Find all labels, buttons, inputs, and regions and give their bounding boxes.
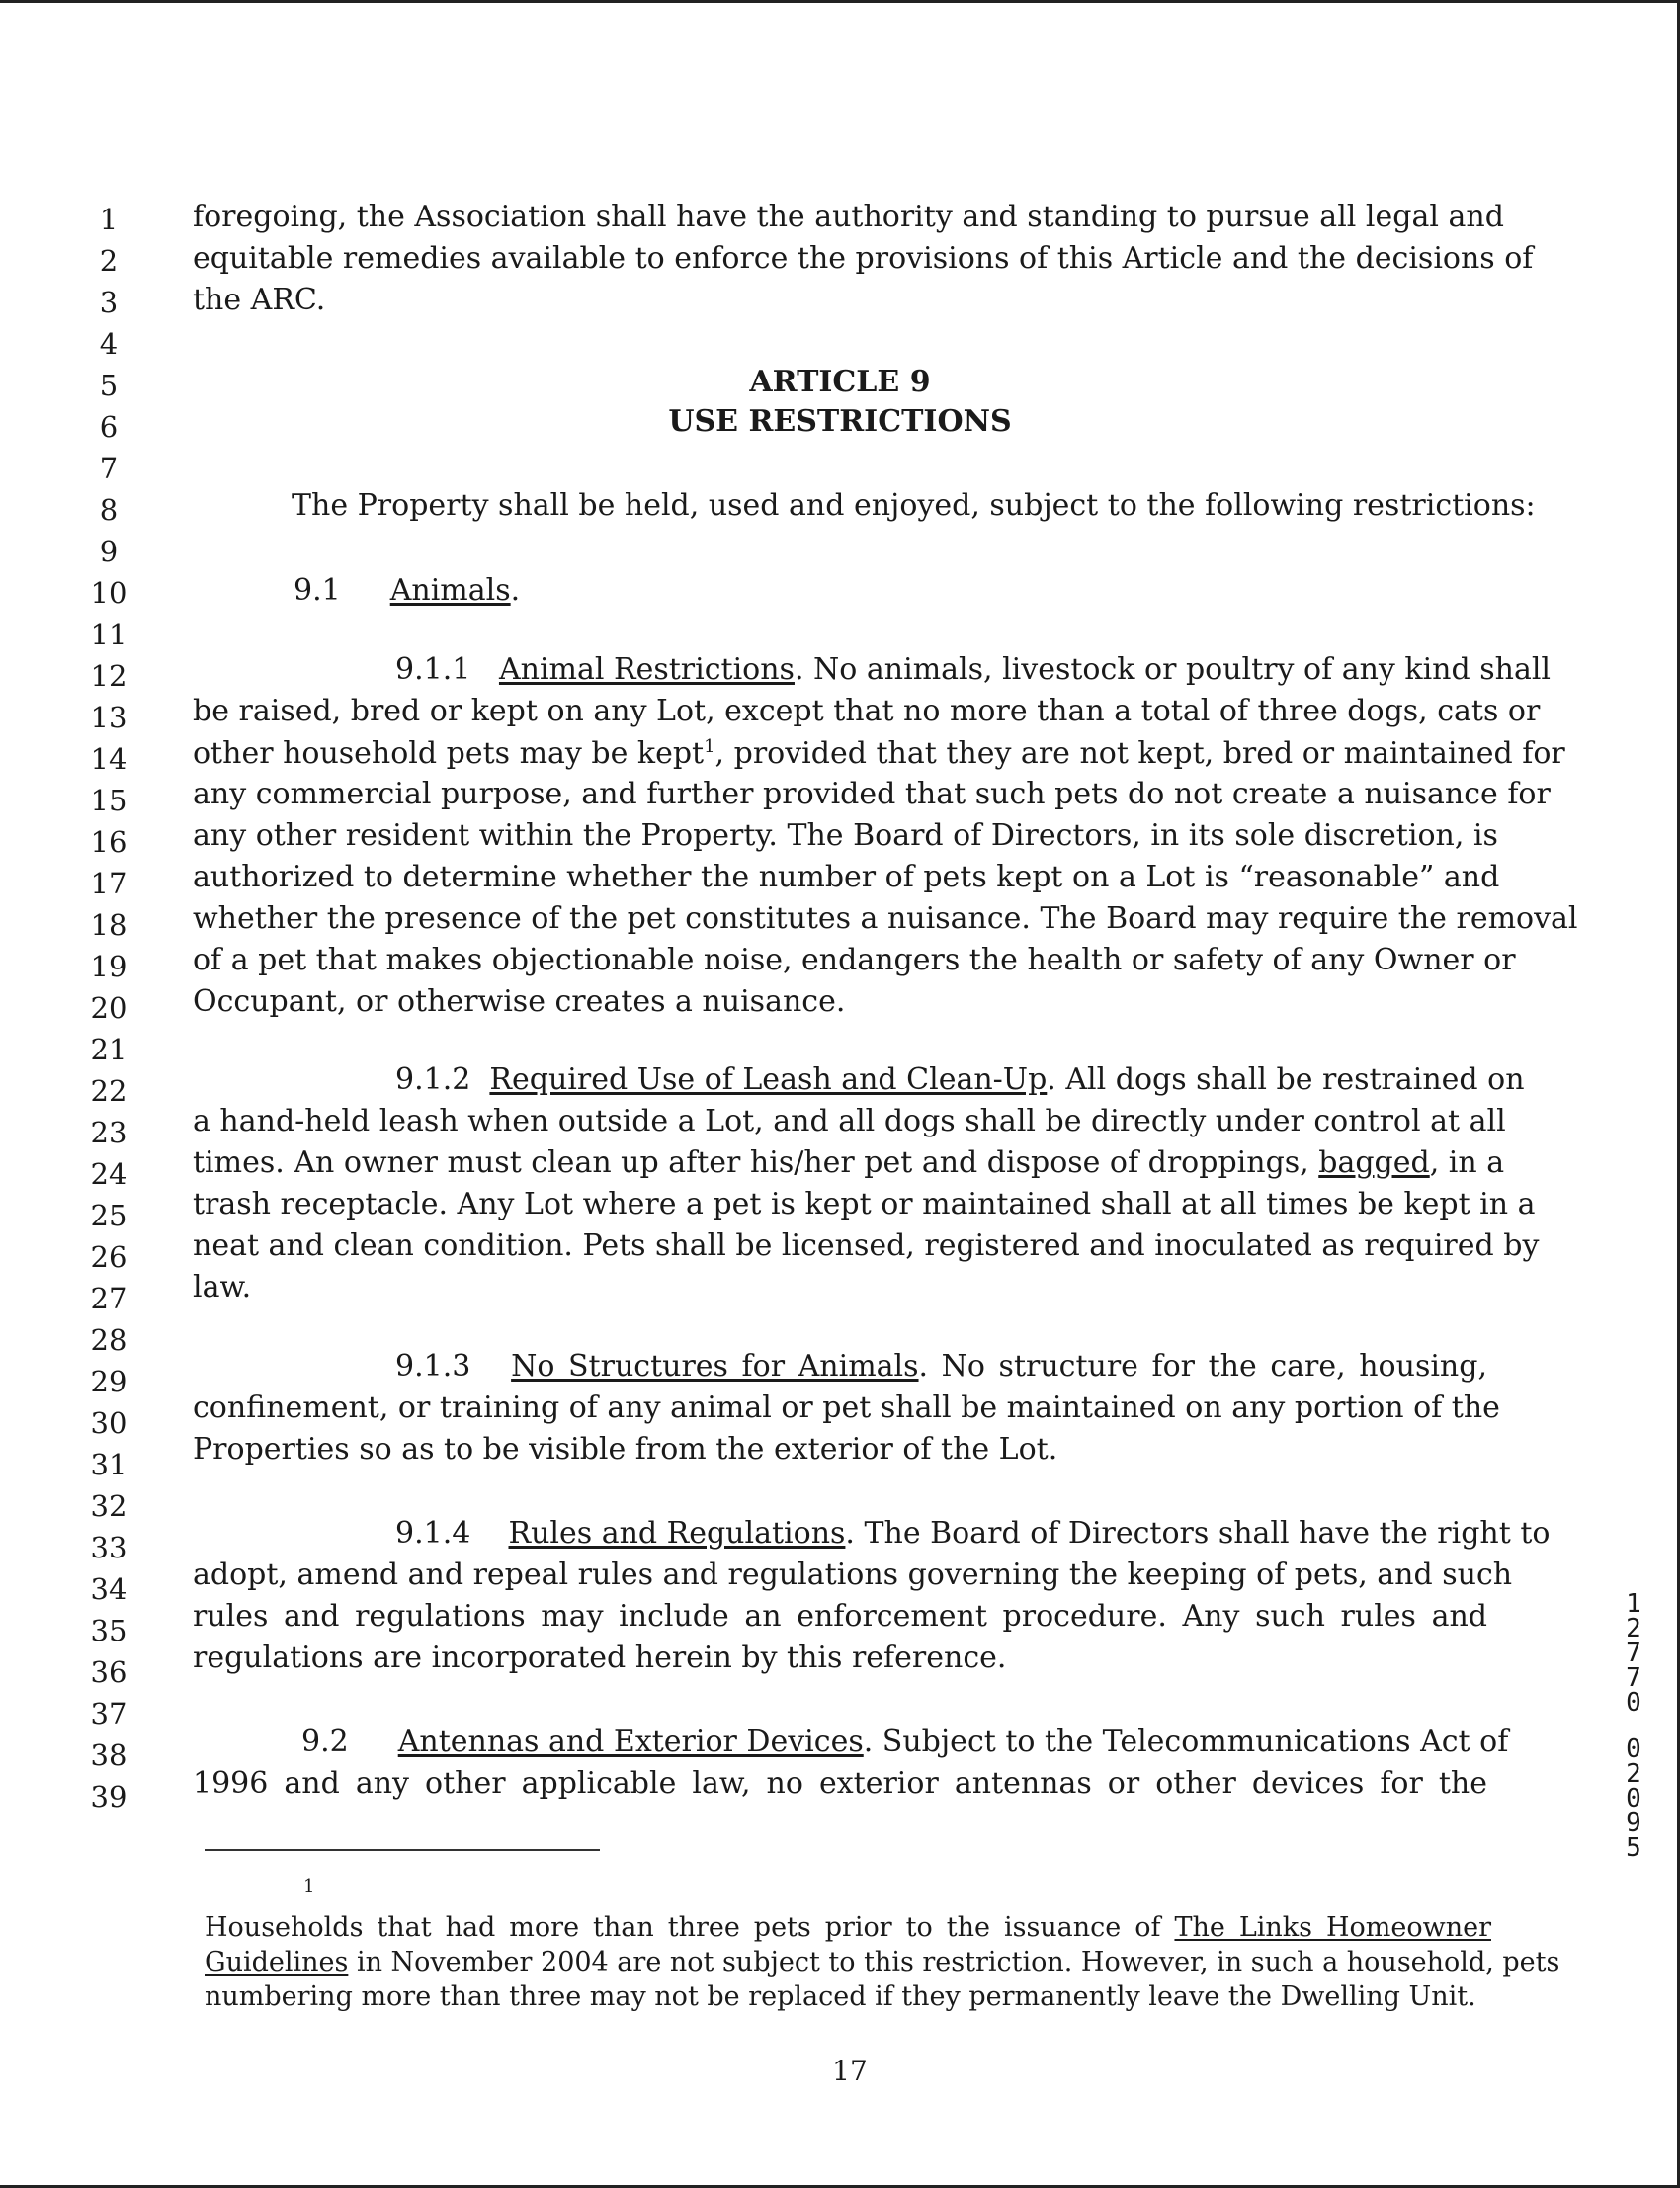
line-number: 23 (90, 1116, 127, 1149)
line-number: 29 (90, 1365, 127, 1398)
text-line: any other resident within the Property. The Board of Directors, in its sole discretion, is (193, 818, 1498, 853)
line-number: 32 (90, 1489, 127, 1523)
line-number: 1 (99, 203, 119, 236)
line-number: 6 (99, 410, 119, 444)
text-line: regulations are incorporated herein by this reference. (193, 1641, 1007, 1675)
line-number: 37 (90, 1697, 127, 1730)
section-number: 9.1.3 (395, 1349, 471, 1384)
section-title: Required Use of Leash and Clean-Up (489, 1062, 1048, 1097)
footnote-reference: 1 (704, 736, 715, 757)
line-number: 2 (99, 244, 119, 278)
scan-border-top (0, 0, 1680, 3)
line-number: 20 (90, 991, 127, 1025)
stamp-digit: 0 (1626, 1784, 1641, 1813)
footnote-divider (205, 1849, 600, 1851)
line-number: 21 (90, 1033, 127, 1066)
line-number: 13 (90, 701, 127, 734)
footnote-marker: 1 (303, 1876, 315, 1896)
stamp-digit: 1 (1626, 1589, 1641, 1619)
line-number: 15 (90, 784, 127, 817)
line-number: 33 (90, 1531, 127, 1564)
recording-stamp (1619, 1589, 1648, 1863)
line-number: 4 (99, 327, 119, 361)
stamp-digit: 2 (1626, 1759, 1641, 1789)
stamp-digit: 7 (1626, 1663, 1641, 1693)
text-line: authorized to determine whether the number of pets kept on a Lot is “reasonable” and (193, 860, 1500, 894)
line-number: 16 (90, 825, 127, 859)
text-line: neat and clean condition. Pets shall be licensed, registered and inoculated as required by (193, 1228, 1540, 1263)
page-number: 17 (832, 2055, 868, 2087)
text-line: be raised, bred or kept on any Lot, except that no more than a total of three dogs, cats or (193, 694, 1541, 728)
line-number: 26 (90, 1240, 127, 1274)
text-line: trash receptacle. Any Lot where a pet is kept or maintained shall at all times be kept in a (193, 1187, 1536, 1221)
line-number: 10 (90, 576, 127, 610)
footnote-line: numbering more than three may not be replaced if they permanently leave the Dwelling Unit. (205, 1981, 1476, 2012)
line-number: 12 (90, 659, 127, 693)
stamp-digit: 9 (1626, 1809, 1641, 1838)
section-heading-9-1-2: 9.1.2 Required Use of Leash and Clean-Up. All dogs shall be restrained on (395, 1062, 1525, 1097)
text-line: Occupant, or otherwise creates a nuisance. (193, 984, 846, 1019)
text-line: rules and regulations may include an enforcement procedure. Any such rules and (193, 1599, 1487, 1634)
section-title: Rules and Regulations (508, 1516, 846, 1551)
line-number: 36 (90, 1655, 127, 1689)
text-line: Properties so as to be visible from the exterior of the Lot. (193, 1432, 1058, 1467)
text-line: adopt, amend and repeal rules and regulations governing the keeping of pets, and such (193, 1557, 1513, 1592)
section-title: No Structures for Animals (511, 1349, 919, 1384)
section-number: 9.2 (301, 1725, 349, 1759)
line-number: 14 (90, 742, 127, 776)
line-number: 17 (90, 867, 127, 900)
line-number: 31 (90, 1448, 127, 1481)
line-number: 35 (90, 1614, 127, 1647)
section-number: 9.1.2 (395, 1062, 471, 1097)
line-number: 5 (99, 369, 119, 402)
line-number: 25 (90, 1199, 127, 1232)
line-number: 28 (90, 1323, 127, 1357)
text-line: any commercial purpose, and further provided that such pets do not create a nuisance for (193, 777, 1551, 811)
footnote-line: Guidelines in November 2004 are not subject to this restriction. However, in such a household, pets (205, 1947, 1560, 1978)
section-number: 9.1 (294, 573, 341, 608)
section-heading-9-1: 9.1 Animals. (294, 573, 521, 608)
section-number: 9.1.1 (395, 652, 471, 687)
section-heading-9-1-1: 9.1.1 Animal Restrictions. No animals, livestock or poultry of any kind shall (395, 652, 1552, 687)
stamp-digit: 5 (1626, 1833, 1641, 1863)
line-number: 34 (90, 1572, 127, 1606)
line-number: 30 (90, 1406, 127, 1440)
line-number: 7 (99, 452, 119, 485)
line-number: 9 (99, 535, 119, 568)
text-line: law. (193, 1270, 252, 1304)
line-number: 18 (90, 908, 127, 942)
line-number: 3 (99, 286, 119, 319)
section-title: Animal Restrictions (498, 652, 795, 687)
article-number: ARTICLE 9 (749, 365, 931, 399)
text-line: foregoing, the Association shall have the authority and standing to pursue all legal and (193, 200, 1504, 234)
text-line: The Property shall be held, used and enjoyed, subject to the following restrictions: (292, 488, 1536, 523)
line-number: 11 (90, 618, 127, 651)
text-line: equitable remedies available to enforce the provisions of this Article and the decisions of (193, 241, 1534, 276)
line-number: 8 (99, 493, 119, 527)
line-number: 24 (90, 1157, 127, 1191)
section-number: 9.1.4 (395, 1516, 471, 1551)
stamp-digit: 7 (1626, 1639, 1641, 1668)
line-number: 39 (90, 1780, 127, 1813)
stamp-digit: 0 (1626, 1734, 1641, 1764)
line-number: 27 (90, 1282, 127, 1315)
footnote-line: Households that had more than three pets prior to the issuance of The Links Homeowner (205, 1912, 1491, 1943)
text-line: confinement, or training of any animal or pet shall be maintained on any portion of the (193, 1390, 1500, 1425)
section-heading-9-1-4: 9.1.4 Rules and Regulations. The Board of Directors shall have the right to (395, 1516, 1551, 1551)
text-line: whether the presence of the pet constitutes a nuisance. The Board may require the removal (193, 901, 1578, 936)
section-heading-9-2: 9.2 Antennas and Exterior Devices. Subject to the Telecommunications Act of (301, 1725, 1509, 1759)
stamp-digit: 2 (1626, 1614, 1641, 1643)
stamp-digit: 0 (1626, 1688, 1641, 1718)
text-line: a hand-held leash when outside a Lot, and all dogs shall be directly under control at all (193, 1104, 1506, 1138)
text-line: 1996 and any other applicable law, no exterior antennas or other devices for the (193, 1766, 1487, 1801)
section-title: Animals (389, 573, 511, 608)
text-line: of a pet that makes objectionable noise, endangers the health or safety of any Owner or (193, 943, 1516, 977)
line-number: 19 (90, 950, 127, 983)
text-line: other household pets may be kept$^1$, provided that they are not kept, bred or maintained for (193, 736, 1565, 771)
text-line: the ARC. (193, 283, 326, 317)
section-title: Antennas and Exterior Devices (397, 1725, 864, 1759)
line-number: 22 (90, 1074, 127, 1108)
section-heading-9-1-3: 9.1.3 No Structures for Animals. No structure for the care, housing, (395, 1349, 1487, 1384)
article-title: USE RESTRICTIONS (668, 404, 1012, 439)
text-line: times. An owner must clean up after his/her pet and dispose of droppings, bagged, in a (193, 1145, 1505, 1180)
line-number: 38 (90, 1738, 127, 1772)
